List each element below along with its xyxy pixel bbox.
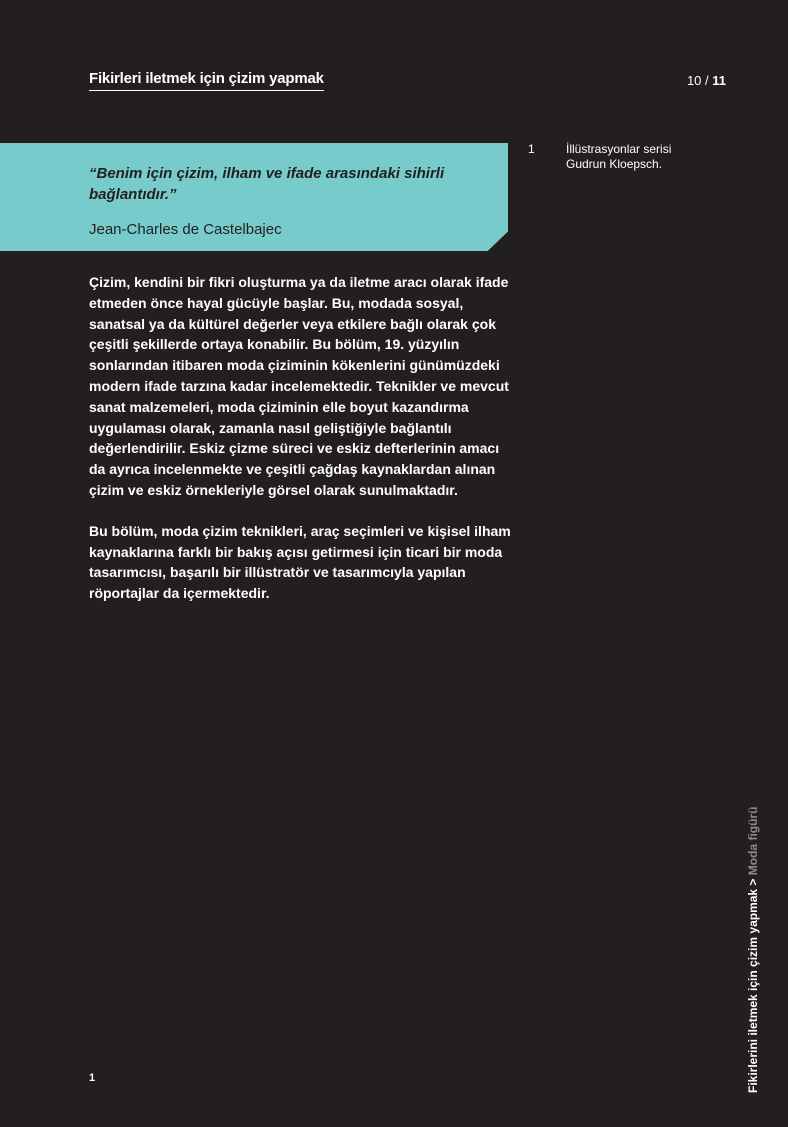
caption-line-2: Gudrun Kloepsch. <box>566 157 663 171</box>
side-nav-section[interactable]: Fikirlerini iletmek için çizim yapmak > <box>746 878 760 1093</box>
page-total: 11 <box>712 73 726 88</box>
caption-number: 1 <box>528 142 535 156</box>
body-paragraph-2: Bu bölüm, moda çizim teknikleri, araç seçimleri ve kişisel ilham kaynaklarına farklı bir bakış açısı getirmesi için ticari bir moda tasarımcısı, başarılı bir illüstratör ve tasarımcıyla yapılan röportajlar da içermektedir. <box>89 522 511 602</box>
quote-author: Jean-Charles de Castelbajec <box>89 221 282 238</box>
page-current: 10 / <box>686 73 709 88</box>
page-counter <box>687 73 726 89</box>
caption-text <box>566 142 716 172</box>
page-title: Fikirleri iletmek için çizim yapmak <box>89 70 324 91</box>
quote-text: “Benim için çizim, ilham ve ifade arasındaki sihirli bağlantıdır.” <box>89 165 445 203</box>
body-paragraph-1: Çizim, kendini bir fikri oluşturma ya da iletme aracı olarak ifade etmeden önce hayal gücüyle başlar. Bu, modada sosyal, sanatsal ya da kültürel değerler veya etkilere bağlı olarak çok çeşitli şekillerde ortaya konabilir. Bu bölüm, 19. yüzyılın sonlarından itibaren moda çiziminin kökenlerini günümüzdeki modern ifade tarzına kadar incelemektedir. Teknikler ve mevcut sanat malzemeleri, moda çiziminin elle boyut kazandırma uygulaması olarak, zamanla nasıl geliştiğiyle bağlantılı değerlendirilir. Eskiz çizme süreci ve eskiz defterlerinin amacı da ayrıca incelenmekte ve çeşitli çağdaş kaynaklardan alınan çizim ve eskiz örnekleriyle görsel olarak sunulmaktadır. <box>89 274 509 498</box>
side-nav-current[interactable]: Moda figürü <box>746 806 760 876</box>
side-breadcrumb <box>746 807 760 1093</box>
body-text <box>89 272 519 624</box>
figure-number: 1 <box>89 1072 96 1084</box>
caption-line-1: İllüstrasyonlar serisi <box>566 142 672 156</box>
